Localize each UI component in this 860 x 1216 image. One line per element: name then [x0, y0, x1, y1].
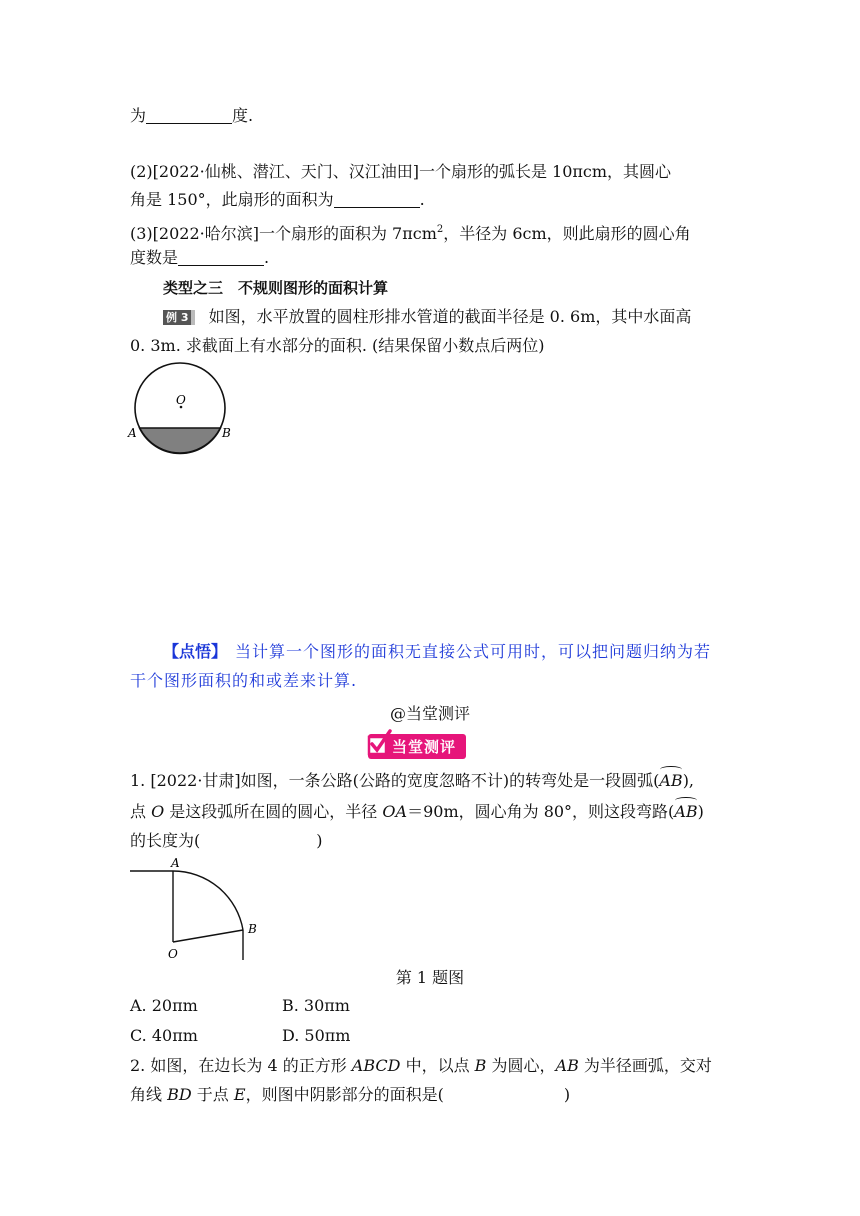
example-3-line1 — [163, 305, 763, 329]
banner-label: 当堂测评 — [368, 734, 466, 759]
label-a: A — [128, 426, 137, 440]
text: ), — [682, 771, 695, 790]
question-3-line1 — [130, 218, 730, 246]
point-o: O — [151, 802, 165, 821]
text: 点 — [130, 802, 152, 821]
text: ，则图中阴影部分的面积是( — [245, 1085, 444, 1104]
quiz-banner — [368, 733, 466, 759]
point-e: E — [233, 1085, 246, 1104]
tip-line2: 干个图形面积的和或差来计算. — [130, 671, 358, 690]
option-d[interactable]: D. 50πm — [282, 1026, 351, 1045]
segment-bd: BD — [167, 1085, 192, 1104]
text: . — [264, 248, 270, 267]
section-heading: 类型之三 不规则图形的面积计算 — [163, 279, 389, 297]
text: 1. [2022·甘肃]如图，一条公路(公路的宽度忽略不计)的转弯处是一段圆弧( — [130, 771, 660, 790]
text: ＝90m，圆心角为 80°，则这段弯路( — [407, 802, 675, 821]
superscript: 2 — [436, 224, 444, 235]
answer-blank[interactable] — [146, 107, 232, 124]
label-o: O — [168, 947, 178, 961]
text: ) — [563, 1085, 571, 1104]
square-abcd: ABCD — [351, 1056, 401, 1075]
question-1-line1 — [130, 769, 730, 793]
text: ) — [697, 802, 704, 821]
text: 是这段弧所在圆的圆心，半径 — [164, 802, 383, 821]
label-o: O — [176, 393, 186, 407]
pipe-cross-section-figure — [126, 362, 236, 462]
text: 当计算一个图形的面积无直接公式可用时，可以把问题归纳为若 — [235, 642, 712, 661]
road-arc — [173, 871, 243, 930]
tip-label: 【点悟】 — [163, 642, 228, 661]
text: 2. 如图，在边长为 4 的正方形 — [130, 1056, 352, 1075]
point-b: B — [474, 1056, 487, 1075]
text: 于点 — [191, 1085, 234, 1104]
question-2b-line1 — [130, 1054, 730, 1078]
tip-line1 — [163, 640, 763, 664]
quiz-heading-text: @当堂测评 — [389, 704, 470, 723]
question-1-line3 — [130, 829, 730, 853]
text: 为 — [130, 106, 147, 125]
text: 如图，水平放置的圆柱形排水管道的截面半径是 0. 6m，其中水面高 — [208, 307, 692, 326]
figure-1-caption: 第 1 题图 — [395, 968, 465, 987]
label-b: B — [248, 922, 257, 936]
arc-ab: AB — [659, 769, 682, 793]
example-badge: 例 3 — [163, 310, 195, 325]
text: 度数是 — [130, 248, 179, 267]
text: 角线 — [130, 1085, 168, 1104]
text: 为圆心， — [486, 1056, 556, 1075]
text: ，半径为 6cm，则此扇形的圆心角 — [443, 224, 691, 243]
option-b[interactable]: B. 30πm — [282, 996, 350, 1015]
text: 角是 150°，此扇形的面积为 — [130, 190, 334, 209]
fill-blank-line-top — [130, 104, 730, 128]
text: 为半径画弧，交对 — [578, 1056, 712, 1075]
road-arc-figure — [126, 854, 266, 962]
label-a: A — [171, 856, 180, 870]
options-row-1 — [130, 994, 730, 1018]
segment-ab: AB — [555, 1056, 579, 1075]
checkbox-icon — [366, 729, 392, 759]
segment-oa: OA — [382, 802, 408, 821]
option-a[interactable]: A. 20πm — [130, 996, 198, 1015]
radius-ob — [173, 930, 243, 942]
options-row-2 — [130, 1024, 730, 1048]
text: 的长度为( — [130, 831, 201, 850]
answer-blank[interactable] — [178, 249, 264, 266]
text: 度. — [232, 106, 254, 125]
question-1-line2 — [130, 800, 730, 824]
question-3-line2 — [130, 246, 730, 270]
example-3-line2: 0. 3m. 求截面上有水部分的面积. (结果保留小数点后两位) — [130, 336, 545, 355]
question-2-line2 — [130, 188, 730, 212]
text: (3)[2022·哈尔滨]一个扇形的面积为 7πcm — [130, 224, 437, 243]
text: . — [419, 190, 425, 209]
label-b: B — [222, 426, 231, 440]
question-2b-line2 — [130, 1083, 730, 1107]
arc-ab: AB — [674, 800, 697, 824]
option-c[interactable]: C. 40πm — [130, 1026, 198, 1045]
text: 中，以点 — [400, 1056, 475, 1075]
text: ) — [316, 831, 323, 850]
question-2-line1: (2)[2022·仙桃、潜江、天门、汉江油田]一个扇形的弧长是 10πcm，其圆心 — [130, 162, 672, 181]
water-segment — [139, 428, 220, 454]
answer-blank[interactable] — [334, 191, 420, 208]
